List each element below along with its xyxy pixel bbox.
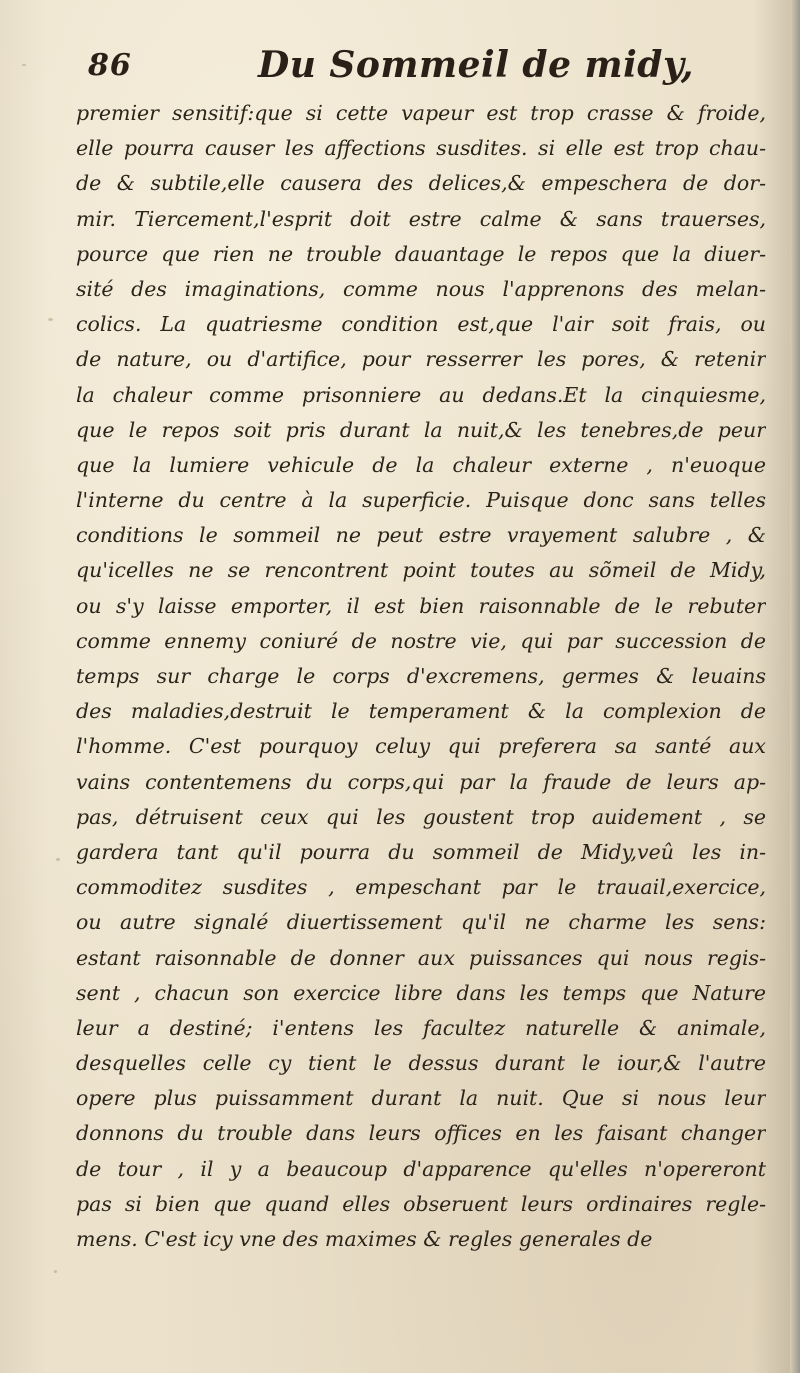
text-line: de tour , il y a beaucoup d'apparence qu'elles n'opereront — [76, 1156, 766, 1181]
text-line: opere plus puissamment durant la nuit. Que si nous leur — [76, 1086, 766, 1111]
text-line: colics. La quatriesme condition est,que l'air soit frais, ou — [76, 312, 766, 337]
text-line: pas, détruisent ceux qui les goustent trop auidement , se — [76, 804, 766, 829]
text-line: sité des imaginations, comme nous l'apprenons des melan- — [76, 276, 766, 301]
text-line: pource que rien ne trouble dauantage le repos que la diuer- — [76, 241, 766, 266]
ink-speck — [22, 64, 26, 66]
text-line: commoditez susdites , empeschant par le trauail,exercice, — [76, 875, 766, 900]
running-head — [88, 42, 728, 92]
ink-speck — [54, 1270, 57, 1273]
text-line: de & subtile,elle causera des delices,& empeschera de dor- — [76, 171, 766, 196]
running-title: Du Sommeil de midy, — [258, 44, 694, 86]
text-line: qu'icelles ne se rencontrent point toutes au sõmeil de Midy, — [76, 558, 766, 583]
text-line: mens. C'est icy vne des maximes & regles generales de — [76, 1227, 653, 1251]
text-line: ou autre signalé diuertissement qu'il ne charme les sens: — [76, 910, 766, 935]
text-line: des maladies,destruit le temperament & la complexion de — [76, 699, 766, 724]
text-line: que le repos soit pris durant la nuit,& les tenebres,de peur — [76, 417, 766, 442]
text-line: de nature, ou d'artifice, pour resserrer les pores, & retenir — [76, 347, 766, 372]
text-line: vains contentemens du corps,qui par la fraude de leurs ap- — [76, 769, 766, 794]
text-line: conditions le sommeil ne peut estre vrayement salubre , & — [76, 523, 766, 548]
text-line: desquelles celle cy tient le dessus durant le iour,& l'autre — [76, 1051, 766, 1076]
text-line: elle pourra causer les affections susdites. si elle est trop chau- — [76, 136, 766, 161]
page-number: 86 — [88, 48, 132, 83]
ink-speck — [48, 318, 53, 321]
ink-speck — [56, 858, 60, 861]
text-line: leur a destiné; i'entens les facultez naturelle & animale, — [76, 1015, 766, 1040]
text-line: mir. Tiercement,l'esprit doit estre calme & sans trauerses, — [76, 206, 766, 231]
text-line: l'homme. C'est pourquoy celuy qui preferera sa santé aux — [76, 734, 766, 759]
text-line: donnons du trouble dans leurs offices en les faisant changer — [76, 1121, 766, 1146]
text-line: ou s'y laisse emporter, il est bien raisonnable de le rebuter — [76, 593, 766, 618]
text-line: comme ennemy coniuré de nostre vie, qui par succession de — [76, 628, 766, 653]
text-line: que la lumiere vehicule de la chaleur externe , n'euoque — [76, 452, 766, 477]
body-text — [76, 96, 766, 1257]
page-edge — [790, 0, 800, 1373]
text-line: la chaleur comme prisonniere au dedans.Et la cinquiesme, — [76, 382, 766, 407]
text-line: estant raisonnable de donner aux puissances qui nous regis- — [76, 945, 766, 970]
text-line: temps sur charge le corps d'excremens, germes & leuains — [76, 664, 766, 688]
text-line: pas si bien que quand elles obseruent leurs ordinaires regle- — [76, 1191, 766, 1216]
text-line: premier sensitif:que si cette vapeur est trop crasse & froide, — [76, 101, 766, 125]
text-line: gardera tant qu'il pourra du sommeil de Midy,veû les in- — [76, 839, 766, 864]
text-line: l'interne du centre à la superficie. Puisque donc sans telles — [76, 488, 766, 513]
text-line: sent , chacun son exercice libre dans les temps que Nature — [76, 980, 766, 1005]
